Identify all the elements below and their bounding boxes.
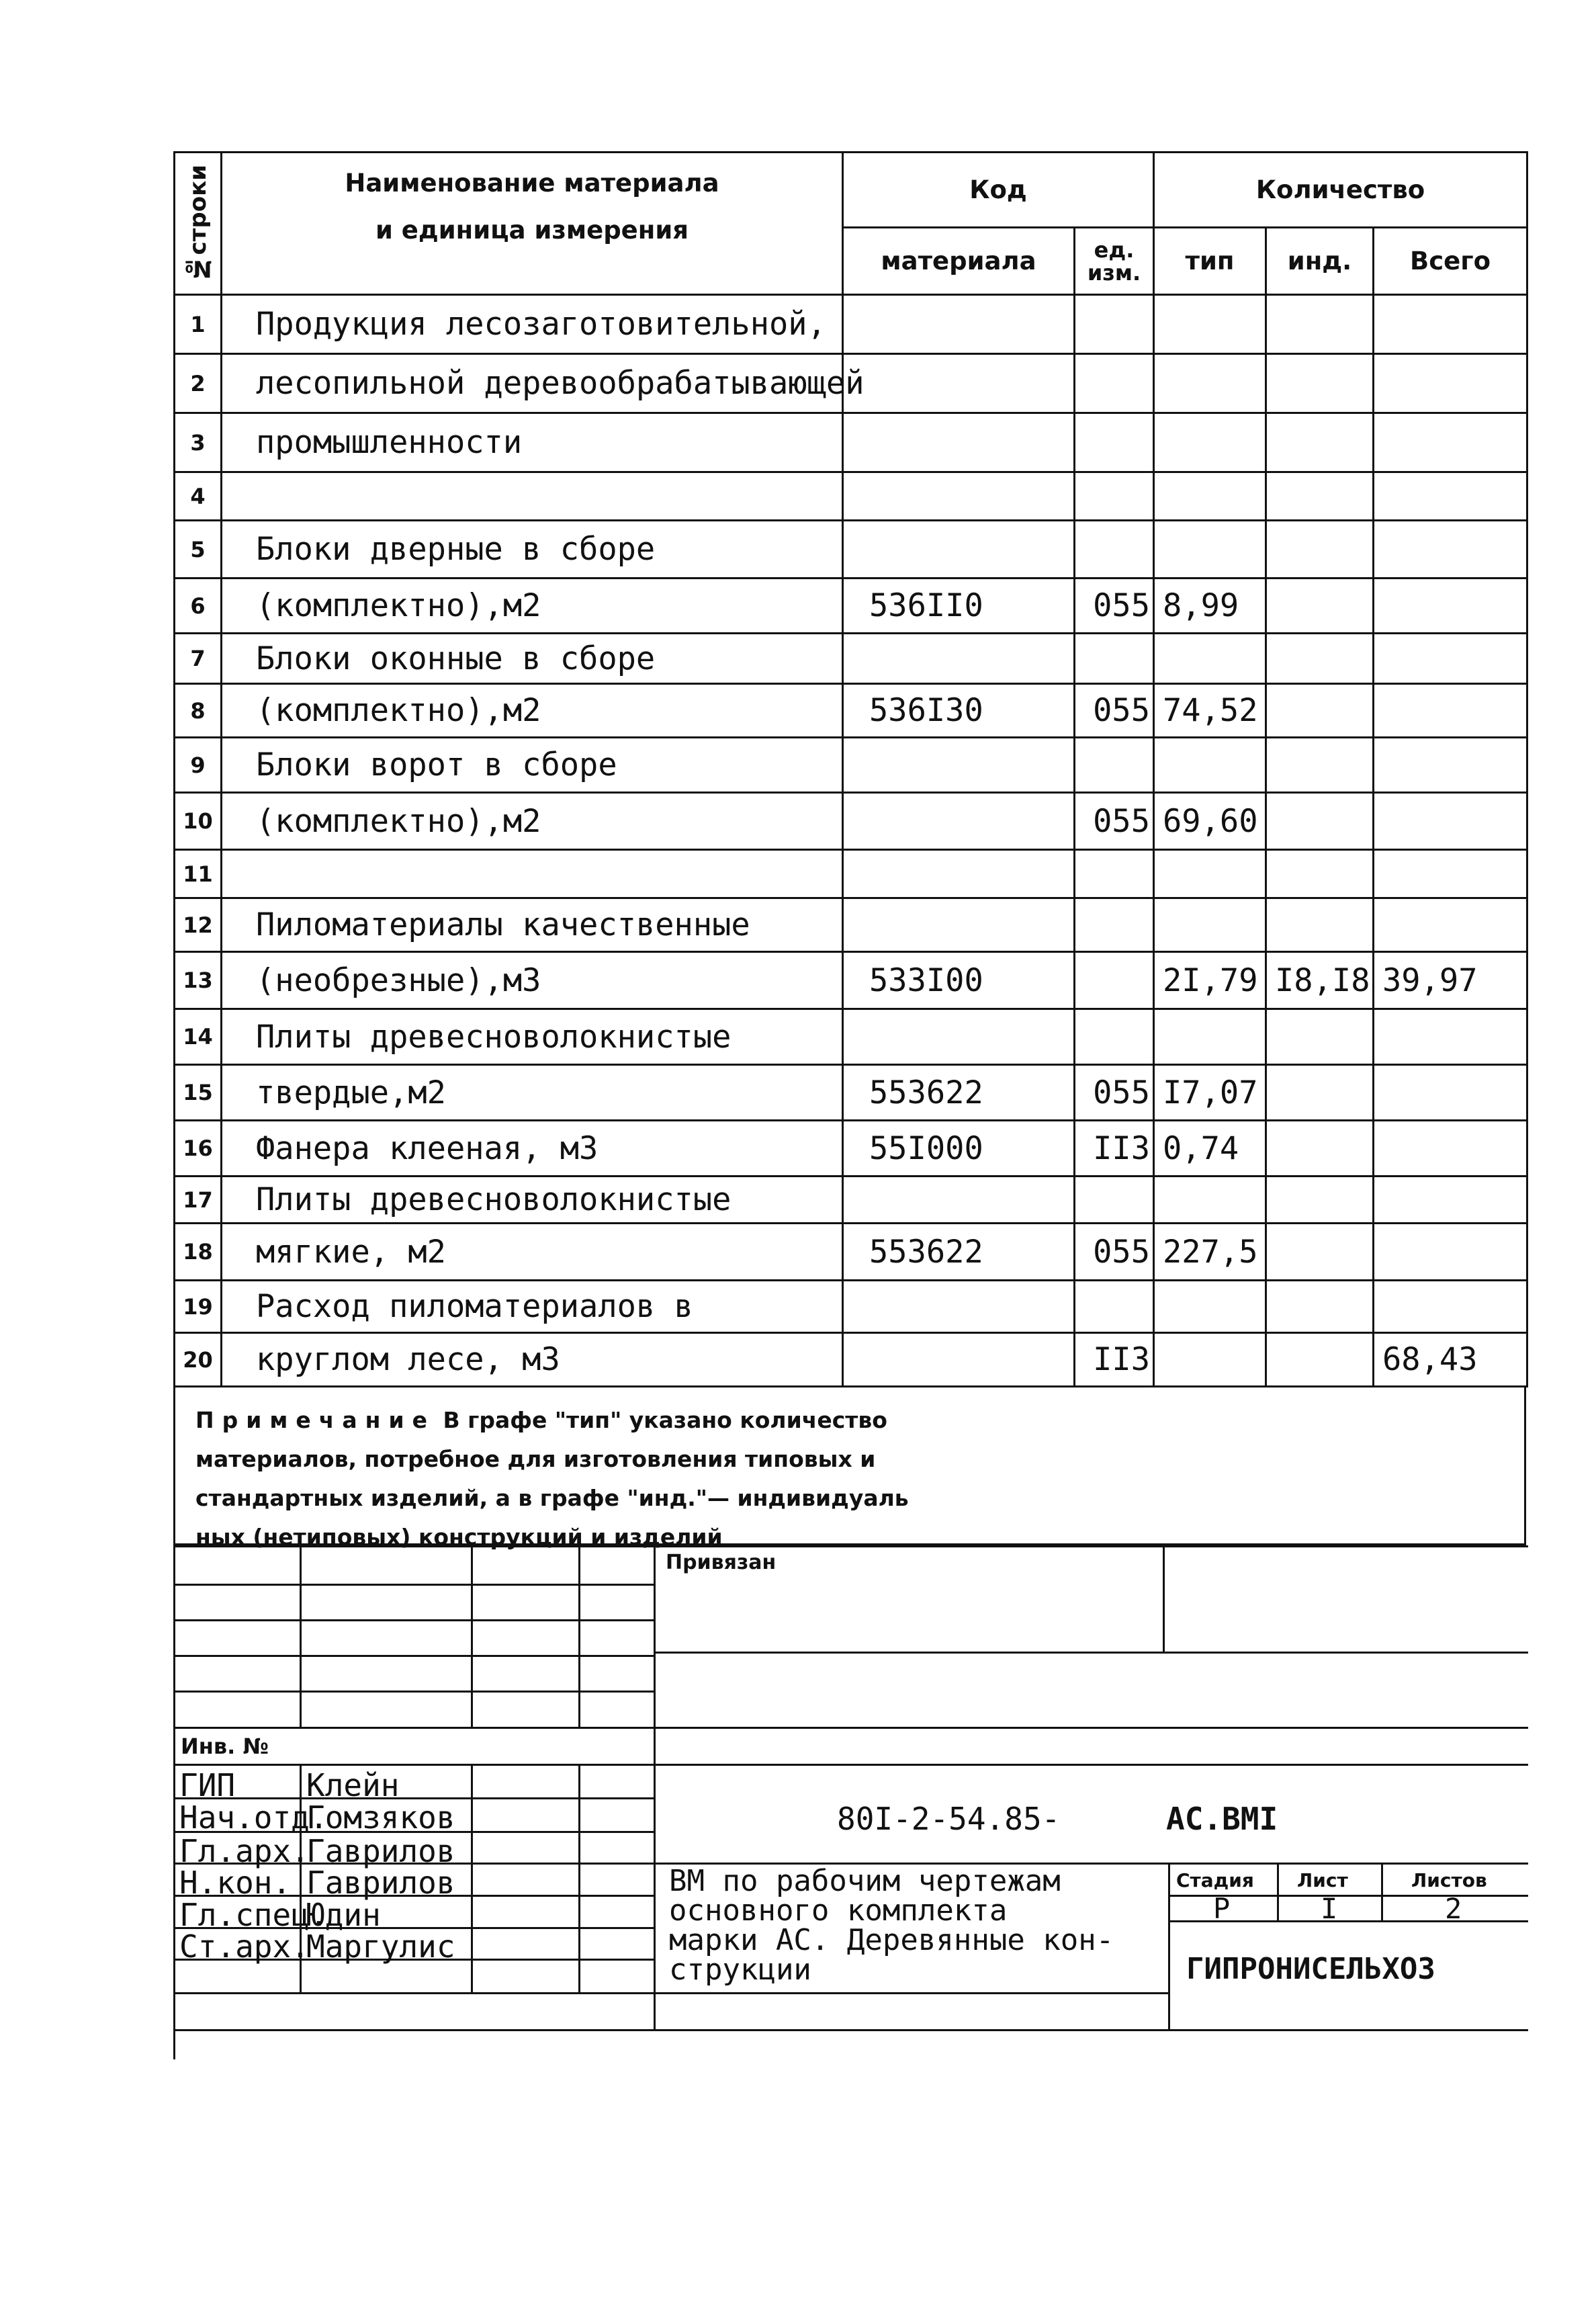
quantity-total-cell: 68,43 bbox=[1374, 1333, 1527, 1387]
quantity-ind-cell bbox=[1266, 579, 1374, 634]
unit-code-cell: II3 bbox=[1075, 1121, 1154, 1177]
material-name-cell: Фанера клееная, м3 bbox=[222, 1121, 843, 1177]
quantity-ind-cell bbox=[1266, 354, 1374, 413]
table-row bbox=[175, 684, 1527, 738]
material-code-cell bbox=[843, 472, 1075, 521]
unit-code-cell bbox=[1075, 472, 1154, 521]
quantity-type-cell: 227,5 bbox=[1154, 1224, 1266, 1281]
row-number-cell: 15 bbox=[175, 1065, 222, 1121]
quantity-total-cell bbox=[1374, 521, 1527, 579]
quantity-type-cell bbox=[1154, 898, 1266, 952]
signature-role: Н.кон. bbox=[179, 1865, 292, 1901]
table-row bbox=[175, 579, 1527, 634]
material-name-cell: (необрезные),м3 bbox=[222, 952, 843, 1009]
row-number-cell: 12 bbox=[175, 898, 222, 952]
document-title-line3: марки АС. Деревянные кон- bbox=[669, 1923, 1114, 1957]
material-code-cell: 536II0 bbox=[843, 579, 1075, 634]
row-number-cell: 13 bbox=[175, 952, 222, 1009]
table-row bbox=[175, 1065, 1527, 1121]
quantity-ind-cell bbox=[1266, 738, 1374, 793]
material-name-cell: Блоки ворот в сборе bbox=[222, 738, 843, 793]
material-name-cell: промышленности bbox=[222, 413, 843, 472]
inventory-number-label: Инв. № bbox=[181, 1734, 269, 1759]
name-header-line1: Наименование материала bbox=[345, 169, 719, 198]
quantity-group-header: Количество bbox=[1154, 153, 1527, 228]
unit-code-cell bbox=[1075, 295, 1154, 354]
quantity-type-cell bbox=[1154, 850, 1266, 898]
quantity-type-cell: 0,74 bbox=[1154, 1121, 1266, 1177]
material-name-cell bbox=[222, 850, 843, 898]
quantity-total-cell bbox=[1374, 472, 1527, 521]
signature-name: Юдин bbox=[306, 1897, 381, 1933]
signature-name: Маргулис bbox=[306, 1928, 455, 1965]
material-code-cell bbox=[843, 738, 1075, 793]
document-code: 80I-2-54.85- bbox=[837, 1801, 1061, 1837]
row-number-cell: 20 bbox=[175, 1333, 222, 1387]
unit-code-cell bbox=[1075, 354, 1154, 413]
signature-name: Гомзяков bbox=[306, 1799, 455, 1836]
material-name-cell: Блоки дверные в сборе bbox=[222, 521, 843, 579]
quantity-total-cell bbox=[1374, 1121, 1527, 1177]
quantity-total-cell bbox=[1374, 793, 1527, 850]
quantity-ind-cell bbox=[1266, 1224, 1374, 1281]
quantity-ind-cell bbox=[1266, 1281, 1374, 1333]
table-row bbox=[175, 521, 1527, 579]
quantity-ind-cell bbox=[1266, 521, 1374, 579]
quantity-type-cell: 8,99 bbox=[1154, 579, 1266, 634]
row-number-cell: 8 bbox=[175, 684, 222, 738]
unit-code-cell bbox=[1075, 521, 1154, 579]
unit-code-cell: 055 bbox=[1075, 1065, 1154, 1121]
material-name-cell: Пиломатериалы качественные bbox=[222, 898, 843, 952]
unit-code-cell bbox=[1075, 634, 1154, 684]
quantity-type-cell bbox=[1154, 738, 1266, 793]
sheet-value: I bbox=[1321, 1892, 1338, 1925]
quantity-ind-cell bbox=[1266, 1177, 1374, 1224]
material-code-cell: 533I00 bbox=[843, 952, 1075, 1009]
quantity-type-cell bbox=[1154, 521, 1266, 579]
unit-code-cell bbox=[1075, 1177, 1154, 1224]
quantity-total-cell bbox=[1374, 1177, 1527, 1224]
row-number-header: №строки bbox=[175, 153, 222, 295]
unit-code-cell: II3 bbox=[1075, 1333, 1154, 1387]
signature-role: Гл.спец. bbox=[179, 1897, 328, 1933]
material-code-cell bbox=[843, 634, 1075, 684]
materials-rows bbox=[175, 295, 1527, 1387]
quantity-ind-cell bbox=[1266, 1065, 1374, 1121]
note-block bbox=[173, 1387, 1526, 1550]
material-code-cell: 553622 bbox=[843, 1065, 1075, 1121]
material-code-cell bbox=[843, 793, 1075, 850]
material-name-cell: (комплектно),м2 bbox=[222, 793, 843, 850]
stage-label: Стадия bbox=[1176, 1869, 1254, 1891]
quantity-ind-cell bbox=[1266, 1121, 1374, 1177]
material-name-cell: (комплектно),м2 bbox=[222, 579, 843, 634]
organization-name: ГИПРОНИСЕЛЬХОЗ bbox=[1186, 1952, 1435, 1986]
quantity-type-cell bbox=[1154, 413, 1266, 472]
quantity-total-cell bbox=[1374, 850, 1527, 898]
quantity-total-cell bbox=[1374, 354, 1527, 413]
quantity-type-cell bbox=[1154, 472, 1266, 521]
quantity-total-cell: 39,97 bbox=[1374, 952, 1527, 1009]
unit-code-cell: 055 bbox=[1075, 1224, 1154, 1281]
signature-name: Гаврилов bbox=[306, 1833, 455, 1869]
table-row bbox=[175, 1333, 1527, 1387]
unit-code-cell: 055 bbox=[1075, 684, 1154, 738]
material-code-header: материала bbox=[843, 228, 1075, 295]
signature-role: Гл.арх. bbox=[179, 1833, 310, 1869]
quantity-total-cell bbox=[1374, 1281, 1527, 1333]
material-name-cell: лесопильной деревообрабатывающей bbox=[222, 354, 843, 413]
material-code-cell bbox=[843, 1281, 1075, 1333]
unit-code-cell bbox=[1075, 952, 1154, 1009]
material-code-cell: 536I30 bbox=[843, 684, 1075, 738]
material-code-cell: 553622 bbox=[843, 1224, 1075, 1281]
material-code-cell bbox=[843, 295, 1075, 354]
material-code-cell bbox=[843, 1177, 1075, 1224]
row-number-cell: 11 bbox=[175, 850, 222, 898]
document-title-line4: струкции bbox=[669, 1953, 811, 1987]
unit-code-cell: 055 bbox=[1075, 579, 1154, 634]
row-number-cell: 10 bbox=[175, 793, 222, 850]
quantity-ind-cell bbox=[1266, 413, 1374, 472]
materials-table bbox=[173, 151, 1528, 1387]
signature-role: Ст.арх. bbox=[179, 1928, 310, 1965]
quantity-type-cell bbox=[1154, 1009, 1266, 1065]
row-number-cell: 19 bbox=[175, 1281, 222, 1333]
name-header bbox=[222, 153, 843, 295]
quantity-type-cell bbox=[1154, 1333, 1266, 1387]
table-row bbox=[175, 354, 1527, 413]
quantity-total-cell bbox=[1374, 1224, 1527, 1281]
ind-header: инд. bbox=[1266, 228, 1374, 295]
material-code-cell bbox=[843, 354, 1075, 413]
table-row bbox=[175, 413, 1527, 472]
sheet-label: Лист bbox=[1297, 1869, 1348, 1891]
document-title-line1: ВМ по рабочим чертежам bbox=[669, 1864, 1061, 1898]
quantity-total-cell bbox=[1374, 295, 1527, 354]
privyazan-label: Привязан bbox=[666, 1551, 777, 1574]
material-name-cell: Плиты древесноволокнистые bbox=[222, 1177, 843, 1224]
name-header-line2: и единица измерения bbox=[375, 216, 689, 245]
row-number-cell: 16 bbox=[175, 1121, 222, 1177]
material-code-cell: 55I000 bbox=[843, 1121, 1075, 1177]
unit-code-cell bbox=[1075, 738, 1154, 793]
table-row bbox=[175, 738, 1527, 793]
material-name-cell: Расход пиломатериалов в bbox=[222, 1281, 843, 1333]
quantity-ind-cell bbox=[1266, 850, 1374, 898]
row-number-cell: 17 bbox=[175, 1177, 222, 1224]
material-name-cell: мягкие, м2 bbox=[222, 1224, 843, 1281]
table-row bbox=[175, 634, 1527, 684]
quantity-type-cell bbox=[1154, 634, 1266, 684]
quantity-total-cell bbox=[1374, 738, 1527, 793]
document-title bbox=[669, 1864, 1114, 1987]
signature-name: Гаврилов bbox=[306, 1865, 455, 1901]
quantity-ind-cell bbox=[1266, 684, 1374, 738]
row-number-cell: 14 bbox=[175, 1009, 222, 1065]
material-code-cell bbox=[843, 1333, 1075, 1387]
material-name-cell bbox=[222, 472, 843, 521]
quantity-total-cell bbox=[1374, 579, 1527, 634]
signature-name: Клейн bbox=[306, 1767, 400, 1803]
quantity-ind-cell bbox=[1266, 634, 1374, 684]
quantity-total-cell bbox=[1374, 684, 1527, 738]
unit-code-cell: 055 bbox=[1075, 793, 1154, 850]
quantity-type-cell: 74,52 bbox=[1154, 684, 1266, 738]
quantity-total-cell bbox=[1374, 1009, 1527, 1065]
table-row bbox=[175, 295, 1527, 354]
quantity-ind-cell bbox=[1266, 793, 1374, 850]
quantity-total-cell bbox=[1374, 898, 1527, 952]
unit-code-cell bbox=[1075, 413, 1154, 472]
material-name-cell: твердые,м2 bbox=[222, 1065, 843, 1121]
quantity-type-cell bbox=[1154, 354, 1266, 413]
title-block bbox=[173, 1545, 1528, 2059]
table-row bbox=[175, 850, 1527, 898]
note-line2: материалов, потребное для изготовления типовых и bbox=[195, 1446, 876, 1472]
quantity-type-cell bbox=[1154, 295, 1266, 354]
quantity-ind-cell bbox=[1266, 472, 1374, 521]
unit-code-cell bbox=[1075, 1009, 1154, 1065]
material-name-cell: Блоки оконные в сборе bbox=[222, 634, 843, 684]
table-row bbox=[175, 472, 1527, 521]
table-row bbox=[175, 1281, 1527, 1333]
unit-code-cell bbox=[1075, 1281, 1154, 1333]
signature-role: Нач.отд. bbox=[179, 1799, 328, 1836]
quantity-type-cell bbox=[1154, 1177, 1266, 1224]
row-number-cell: 3 bbox=[175, 413, 222, 472]
table-row bbox=[175, 1009, 1527, 1065]
row-number-cell: 5 bbox=[175, 521, 222, 579]
unit-code-cell bbox=[1075, 850, 1154, 898]
quantity-type-cell: 69,60 bbox=[1154, 793, 1266, 850]
material-name-cell: (комплектно),м2 bbox=[222, 684, 843, 738]
material-code-cell bbox=[843, 521, 1075, 579]
row-number-cell: 18 bbox=[175, 1224, 222, 1281]
note-line3: стандартных изделий, а в графе "инд."— индивидуаль bbox=[195, 1485, 909, 1511]
quantity-type-cell: 2I,79 bbox=[1154, 952, 1266, 1009]
total-header: Всего bbox=[1374, 228, 1527, 295]
row-number-cell: 2 bbox=[175, 354, 222, 413]
material-code-cell bbox=[843, 898, 1075, 952]
table-row bbox=[175, 952, 1527, 1009]
document-mark: АС.ВМI bbox=[1166, 1801, 1278, 1837]
note-line1: В графе "тип" указано количество bbox=[435, 1407, 887, 1433]
sheets-value: 2 bbox=[1445, 1892, 1462, 1925]
row-number-cell: 4 bbox=[175, 472, 222, 521]
quantity-ind-cell bbox=[1266, 295, 1374, 354]
material-code-cell bbox=[843, 1009, 1075, 1065]
quantity-total-cell bbox=[1374, 413, 1527, 472]
quantity-total-cell bbox=[1374, 634, 1527, 684]
type-header: тип bbox=[1154, 228, 1266, 295]
material-code-cell bbox=[843, 413, 1075, 472]
code-group-header: Код bbox=[843, 153, 1154, 228]
quantity-ind-cell bbox=[1266, 1333, 1374, 1387]
quantity-type-cell bbox=[1154, 1281, 1266, 1333]
row-number-cell: 9 bbox=[175, 738, 222, 793]
table-row bbox=[175, 1177, 1527, 1224]
quantity-type-cell: I7,07 bbox=[1154, 1065, 1266, 1121]
material-code-cell bbox=[843, 850, 1075, 898]
signature-role: ГИП bbox=[179, 1767, 236, 1803]
table-row bbox=[175, 1224, 1527, 1281]
row-number-cell: 1 bbox=[175, 295, 222, 354]
note-label: Примечание bbox=[195, 1407, 435, 1433]
material-name-cell: Продукция лесозаготовительной, bbox=[222, 295, 843, 354]
table-row bbox=[175, 793, 1527, 850]
table-row bbox=[175, 898, 1527, 952]
quantity-total-cell bbox=[1374, 1065, 1527, 1121]
quantity-ind-cell bbox=[1266, 1009, 1374, 1065]
unit-header: ед. изм. bbox=[1075, 228, 1154, 295]
table-row bbox=[175, 1121, 1527, 1177]
note-line4: ных (нетиповых) конструкций и изделий bbox=[195, 1524, 723, 1550]
document-sheet bbox=[173, 151, 1526, 2059]
row-number-cell: 6 bbox=[175, 579, 222, 634]
material-name-cell: Плиты древесноволокнистые bbox=[222, 1009, 843, 1065]
quantity-ind-cell bbox=[1266, 898, 1374, 952]
material-name-cell: круглом лесе, м3 bbox=[222, 1333, 843, 1387]
stage-value: Р bbox=[1213, 1892, 1231, 1925]
unit-code-cell bbox=[1075, 898, 1154, 952]
sheets-label: Листов bbox=[1411, 1869, 1487, 1891]
document-title-line2: основного комплекта bbox=[669, 1893, 1008, 1928]
quantity-ind-cell: I8,I8 bbox=[1266, 952, 1374, 1009]
row-number-cell: 7 bbox=[175, 634, 222, 684]
